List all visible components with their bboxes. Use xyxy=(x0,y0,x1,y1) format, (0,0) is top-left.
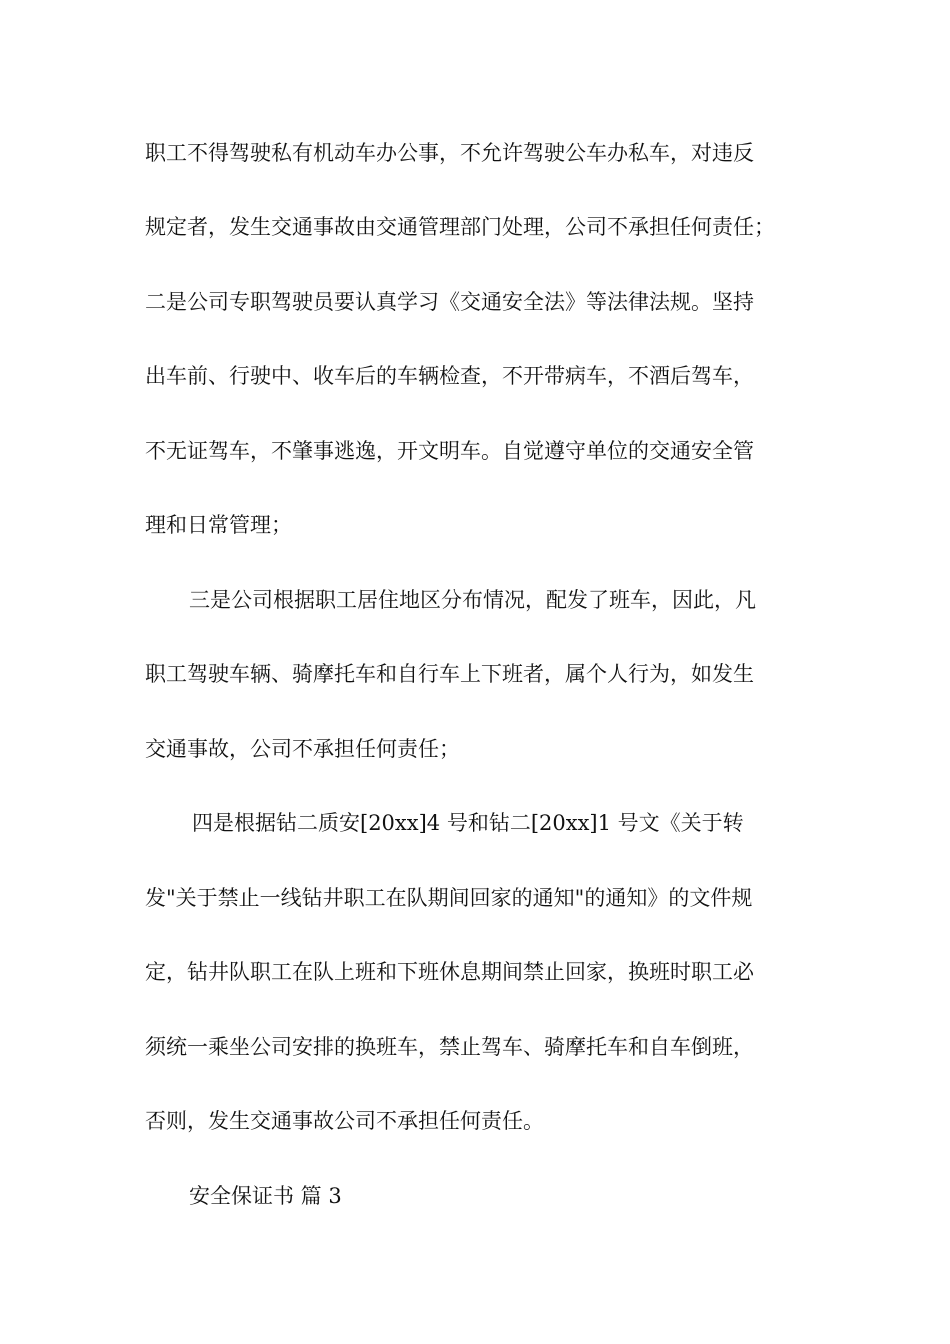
paragraph-1-line-1: 职工不得驾驶私有机动车办公事，不允许驾驶公车办私车，对违反 xyxy=(145,141,754,165)
paragraph-1-line-5: 不无证驾车，不肇事逃逸，开文明车。自觉遵守单位的交通安全管 xyxy=(145,439,754,463)
paragraph-3-line-3: 定，钻井队职工在队上班和下班休息期间禁止回家，换班时职工必 xyxy=(145,960,754,984)
paragraph-2-line-3: 交通事故，公司不承担任何责任； xyxy=(145,737,460,761)
paragraph-3-line-4: 须统一乘坐公司安排的换班车，禁止驾车、骑摩托车和自车倒班， xyxy=(145,1035,754,1059)
paragraph-1-line-3: 二是公司专职驾驶员要认真学习《交通安全法》等法律法规。坚持 xyxy=(145,290,754,314)
paragraph-1-line-4: 出车前、行驶中、收车后的车辆检查，不开带病车，不酒后驾车， xyxy=(145,364,754,388)
paragraph-1-line-6: 理和日常管理； xyxy=(145,513,292,537)
paragraph-3-line-2: 发"关于禁止一线钻井职工在队期间回家的通知"的通知》的文件规 xyxy=(145,886,753,910)
paragraph-2-line-2: 职工驾驶车辆、骑摩托车和自行车上下班者，属个人行为，如发生 xyxy=(145,662,754,686)
section-heading: 安全保证书 篇 3 xyxy=(189,1184,342,1208)
paragraph-2-line-1: 三是公司根据职工居住地区分布情况，配发了班车，因此，凡 xyxy=(189,588,756,612)
paragraph-1-line-2: 规定者，发生交通事故由交通管理部门处理，公司不承担任何责任； xyxy=(145,215,775,239)
paragraph-3-line-5: 否则，发生交通事故公司不承担任何责任。 xyxy=(145,1109,544,1133)
paragraph-3-line-1: 四是根据钻二质安[20xx]4 号和钻二[20xx]1 号文《关于转 xyxy=(192,811,744,835)
